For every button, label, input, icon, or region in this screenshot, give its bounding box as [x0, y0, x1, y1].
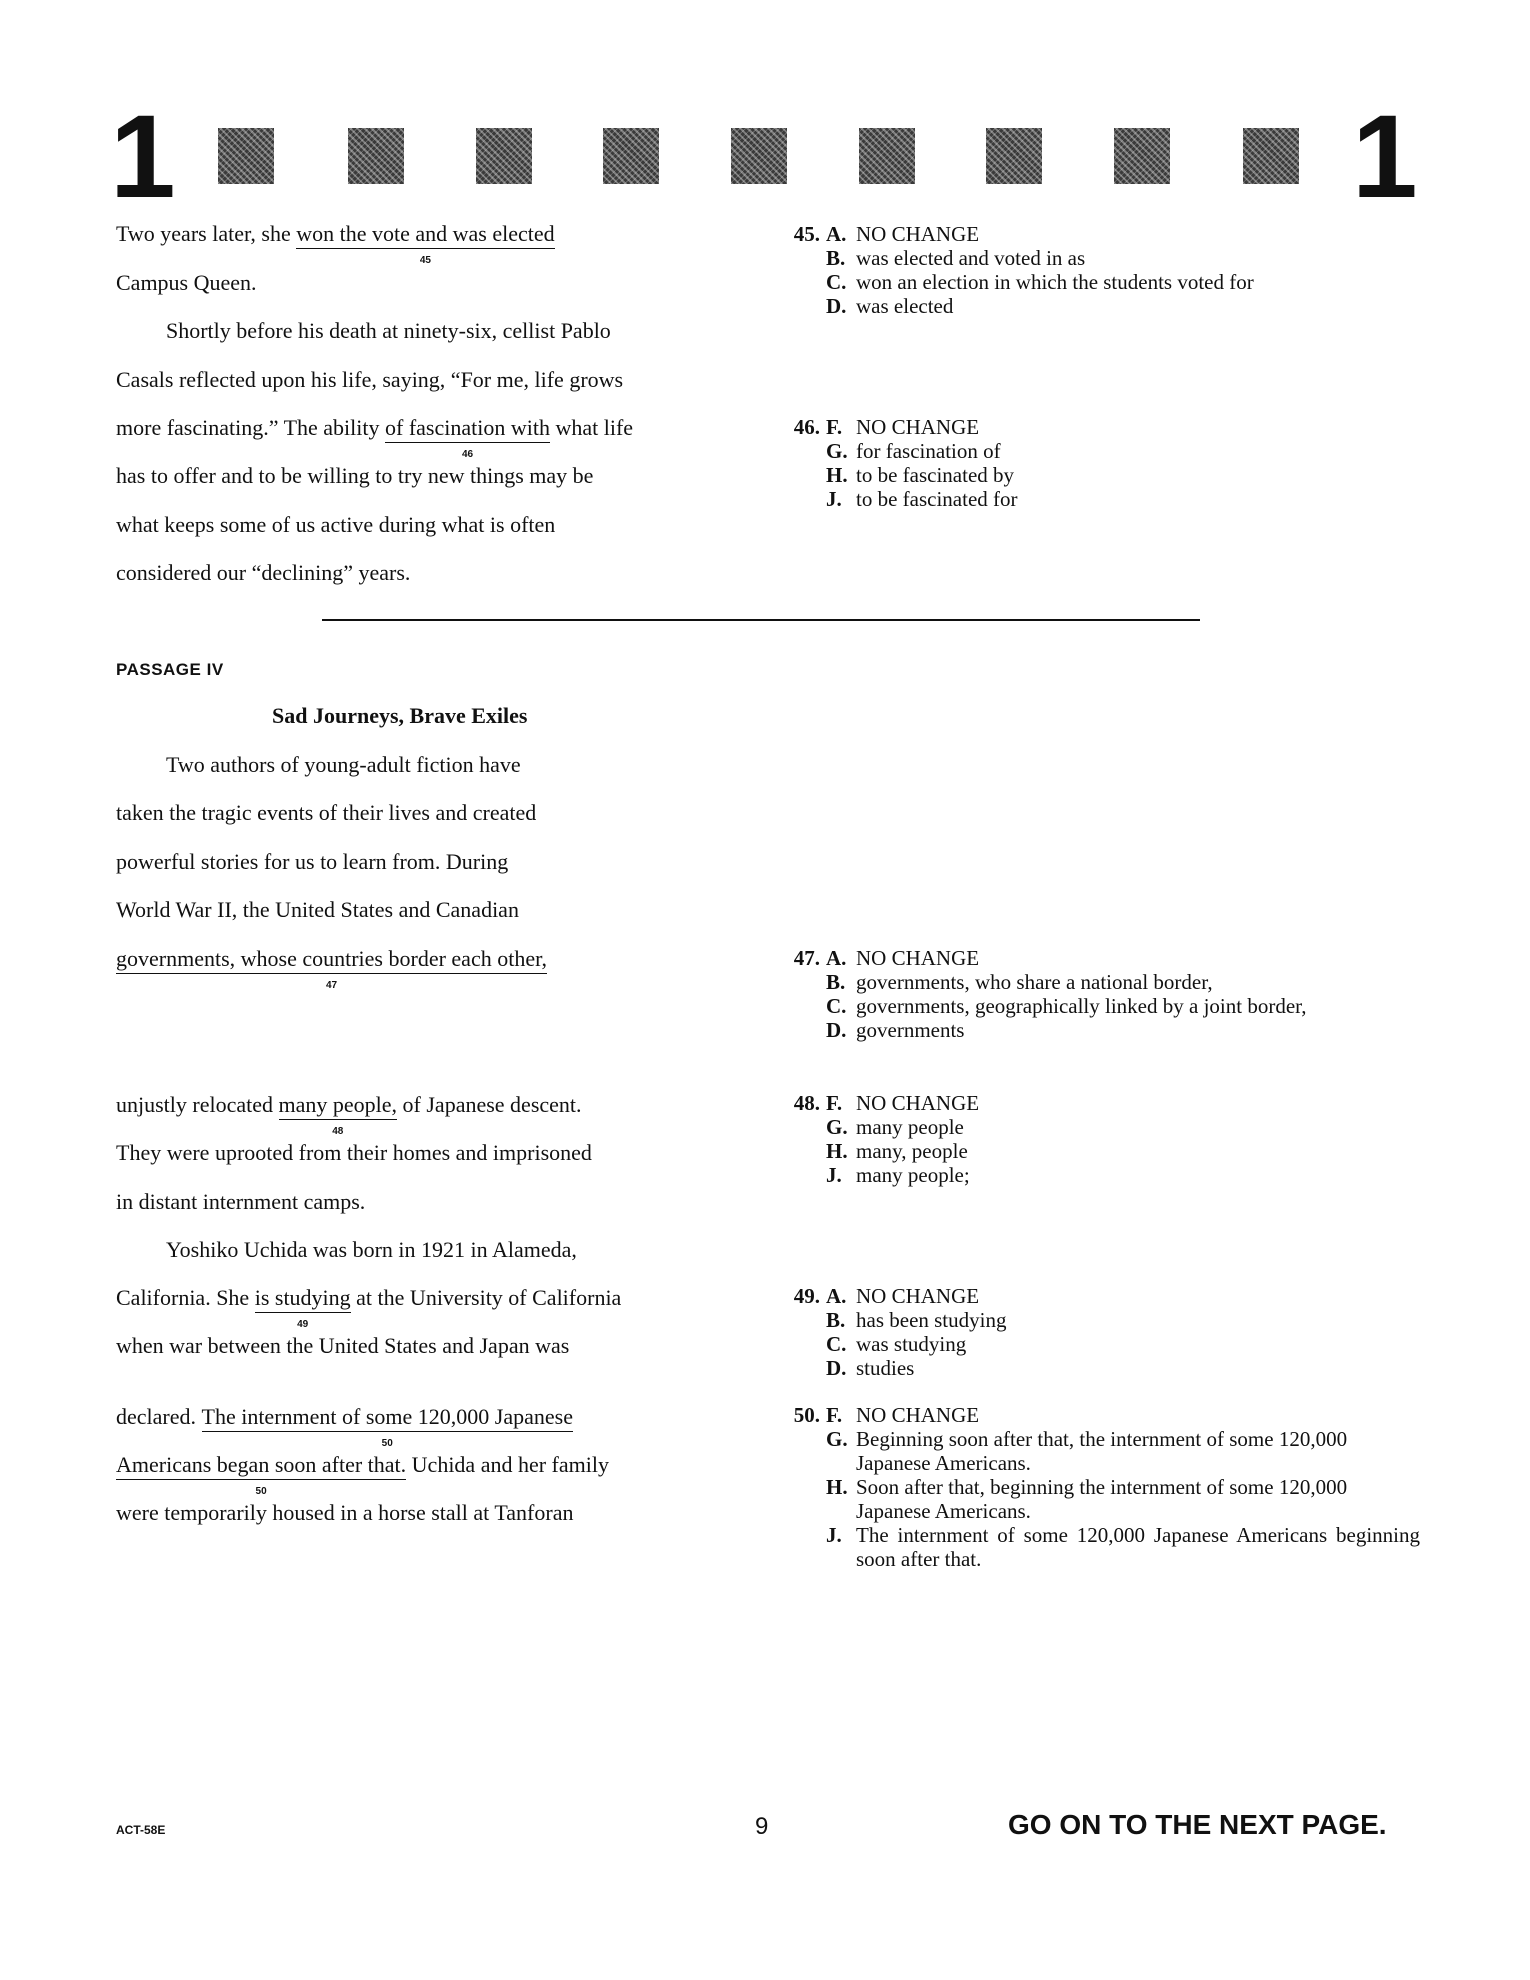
answer-choice[interactable]: The internment of some 120,000 Japanese Americans beginning soon after that.	[856, 1523, 1420, 1571]
passage-line: Campus Queen.	[116, 270, 257, 295]
question-marker: 48	[332, 1126, 344, 1137]
question-45: 45. A. NO CHANGE B. was elected and voted in as C. won an election in which the students voted for D. was elected	[780, 222, 1420, 318]
question-48: 48. F. NO CHANGE G. many people H. many, people J. many people;	[780, 1091, 1420, 1187]
header-square	[603, 128, 659, 184]
question-marker: 46	[461, 449, 474, 460]
answer-choice[interactable]: NO CHANGE	[856, 946, 980, 970]
passage-divider	[322, 619, 1200, 621]
answer-choice[interactable]: NO CHANGE	[856, 1403, 980, 1427]
question-49: 49. A. NO CHANGE B. has been studying C. was studying D. studies	[780, 1284, 1420, 1380]
answer-choice[interactable]: NO CHANGE	[856, 222, 980, 246]
passage-line: considered our “declining” years.	[116, 560, 411, 585]
passage-line: They were uprooted from their homes and imprisoned	[116, 1140, 592, 1165]
question-marker: 47	[325, 980, 338, 991]
answer-choice[interactable]: many, people	[856, 1139, 968, 1163]
passage-line: Americans began soon after that. 50 Uchida and her family	[116, 1452, 609, 1480]
section-number-right: 1	[1352, 91, 1418, 223]
passage-line: declared. The internment of some 120,000 Japanese 50	[116, 1404, 573, 1432]
underlined-portion-50[interactable]: Americans began soon after that. 50	[116, 1452, 406, 1480]
passage-line: Two years later, she won the vote and was elected 45	[116, 221, 555, 249]
question-47: 47. A. NO CHANGE B. governments, who share a national border, C. governments, geographically linked by a joint border, D. governments	[780, 946, 1420, 1042]
answer-choice[interactable]: governments, who share a national border,	[856, 970, 1213, 994]
answer-choice[interactable]: NO CHANGE	[856, 1284, 980, 1308]
answer-choice[interactable]: studies	[856, 1356, 915, 1380]
page-number: 9	[755, 1813, 769, 1840]
underlined-portion-46[interactable]: of fascination with 46	[385, 415, 550, 443]
answer-choice[interactable]: governments, geographically linked by a joint border,	[856, 994, 1307, 1018]
header-square	[218, 128, 274, 184]
passage-line: California. She is studying 49 at the University of California	[116, 1285, 621, 1313]
passage-line: when war between the United States and Japan was	[116, 1333, 570, 1358]
header-square	[986, 128, 1042, 184]
answer-choice[interactable]: Beginning soon after that, the internment of some 120,000 Japanese Americans.	[856, 1427, 1348, 1475]
answer-choice[interactable]: many people;	[856, 1163, 970, 1187]
answer-choice[interactable]: won an election in which the students voted for	[856, 270, 1254, 294]
header-square	[1243, 128, 1299, 184]
section-number-left: 1	[110, 91, 176, 223]
question-marker: 45	[419, 255, 431, 266]
answer-choice[interactable]: to be fascinated by	[856, 463, 1015, 487]
passage-title: Sad Journeys, Brave Exiles	[272, 703, 528, 728]
header-square	[348, 128, 404, 184]
question-marker: 50	[255, 1486, 267, 1497]
header-square	[1114, 128, 1170, 184]
passage-line: Yoshiko Uchida was born in 1921 in Alameda,	[166, 1237, 577, 1262]
passage-line: taken the tragic events of their lives and created	[116, 800, 537, 825]
question-marker: 50	[381, 1438, 393, 1449]
passage-line: Casals reflected upon his life, saying, “For me, life grows	[116, 367, 624, 392]
header-square	[859, 128, 915, 184]
underlined-portion-50[interactable]: The internment of some 120,000 Japanese 50	[202, 1404, 573, 1432]
answer-choice[interactable]: was studying	[856, 1332, 967, 1356]
question-marker: 49	[297, 1319, 309, 1330]
answer-choice[interactable]: was elected and voted in as	[856, 246, 1086, 270]
passage-line: World War II, the United States and Canadian	[116, 897, 519, 922]
underlined-portion-45[interactable]: won the vote and was elected 45	[296, 221, 554, 249]
passage-line	[116, 946, 548, 991]
passage-line: Two authors of young-adult fiction have	[166, 752, 521, 777]
passage-label: PASSAGE IV	[116, 660, 224, 679]
underlined-portion-48[interactable]: many people, 48	[279, 1092, 398, 1120]
underlined-portion-49[interactable]: is studying 49	[255, 1285, 351, 1313]
underlined-portion-47[interactable]: governments, whose countries border each other, 47	[116, 946, 547, 974]
passage-line: were temporarily housed in a horse stall at Tanforan	[116, 1500, 574, 1525]
answer-choice[interactable]: Soon after that, beginning the internment of some 120,000 Japanese Americans.	[856, 1475, 1348, 1523]
passage-line: unjustly relocated many people, 48 of Japanese descent.	[116, 1092, 582, 1120]
header-square	[476, 128, 532, 184]
answer-choice[interactable]: governments	[856, 1018, 965, 1042]
test-code: ACT-58E	[116, 1823, 166, 1837]
question-50: 50. F. NO CHANGE G. Beginning soon after that, the internment of some 120,000 Japanese Americans. H. Soon after that, beginning the internment of some 120,000 Japanese Americans. J. The internment of some 120,000 Japanese Americans beginning soon after that.	[793, 1403, 1420, 1571]
passage-line: powerful stories for us to learn from. During	[116, 849, 509, 874]
answer-choice[interactable]: to be fascinated for	[856, 487, 1018, 511]
passage-line: Shortly before his death at ninety-six, cellist Pablo	[166, 318, 611, 343]
answer-choice[interactable]: NO CHANGE	[856, 415, 980, 439]
answer-choice[interactable]: NO CHANGE	[856, 1091, 980, 1115]
passage-line: what keeps some of us active during what is often	[116, 512, 556, 537]
passage-line: more fascinating.” The ability of fascination with 46 what life	[116, 415, 633, 443]
question-46: 46. F. NO CHANGE G. for fascination of H. to be fascinated by J. to be fascinated for	[780, 415, 1420, 511]
answer-choice[interactable]: has been studying	[856, 1308, 1007, 1332]
header-square	[731, 128, 787, 184]
answer-choice[interactable]: was elected	[856, 294, 954, 318]
answer-choice[interactable]: for fascination of	[856, 439, 1001, 463]
answer-choice[interactable]: many people	[856, 1115, 964, 1139]
passage-line: has to offer and to be willing to try new things may be	[116, 463, 594, 488]
passage-line: in distant internment camps.	[116, 1189, 366, 1214]
next-page-instruction: GO ON TO THE NEXT PAGE.	[1008, 1809, 1387, 1840]
